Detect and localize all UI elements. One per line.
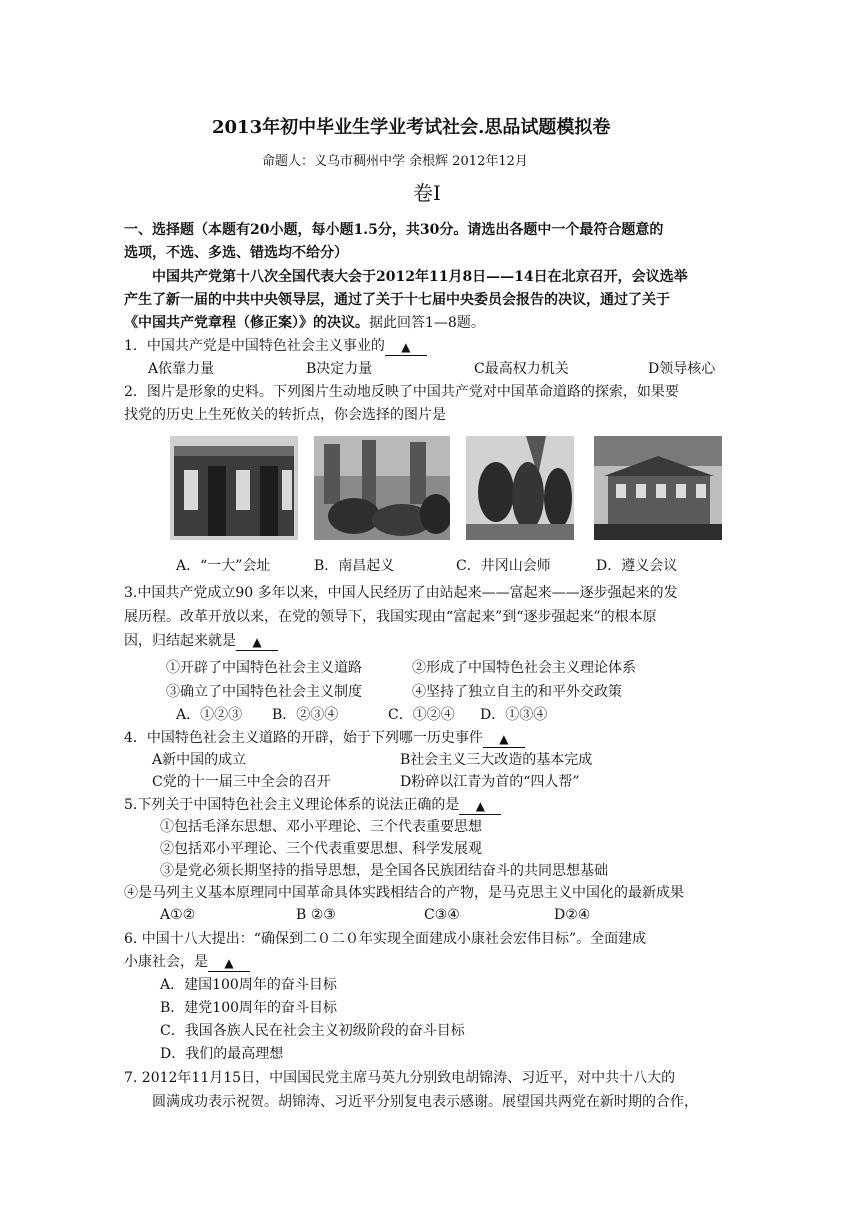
option: D粉碎以江青为首的“四人帮” (400, 774, 580, 790)
question-6-stem (124, 952, 250, 972)
exam-title: 2013年初中毕业生学业考试社会.思品试题模拟卷 (212, 117, 611, 138)
statement-item: ③确立了中国特色社会主义制度 (166, 684, 362, 700)
material-text (124, 313, 485, 333)
option: A．建国100周年的奋斗目标 (160, 977, 337, 993)
question-1-stem (124, 336, 427, 356)
photo-jinggangshan-meeting (466, 436, 574, 540)
history-photos (170, 436, 750, 540)
option: B．②③④ (272, 707, 339, 723)
option: D领导核心 (648, 361, 716, 377)
question-3-stem: 3.中国共产党成立90 多年以来，中国人民经历了由站起来——富起来——逐步强起来的发 (124, 585, 678, 601)
material-text: 中国共产党第十八次全国代表大会于2012年11月8日——14日在北京召开，会议选举 (152, 269, 688, 285)
question-2-stem: 2．图片是形象的史料。下列图片生动地反映了中国共产党对中国革命道路的探索，如果要 (124, 384, 679, 400)
volume-heading: 卷Ⅰ (413, 181, 441, 205)
option: D②④ (554, 907, 591, 923)
photo-zunyi-meeting (594, 436, 722, 540)
option: C③④ (424, 907, 460, 923)
question-5-stem (124, 795, 501, 815)
option: C党的十一届三中全会的召开 (152, 774, 331, 790)
statement-item: ④是马列主义基本原理同中国革命具体实践相结合的产物，是马克思主义中国化的最新成果 (124, 885, 684, 901)
option: B决定力量 (306, 361, 373, 377)
question-7-stem: 圆满成功表示祝贺。胡锦涛、习近平分别复电表示感谢。展望国共两党在新时期的合作， (152, 1094, 698, 1110)
statement-item: ②形成了中国特色社会主义理论体系 (412, 660, 636, 676)
question-stem-text: 因，归结起来就是 (124, 633, 236, 649)
option: C最高权力机关 (474, 361, 569, 377)
statement-item: ②包括邓小平理论、三个代表重要思想、科学发展观 (160, 841, 482, 857)
option: A．①②③ (176, 707, 243, 723)
statement-item: ①包括毛泽东思想、邓小平理论、三个代表重要思想 (160, 819, 482, 835)
option: D．①③④ (480, 707, 548, 723)
option: B．建党100周年的奋斗目标 (160, 1000, 338, 1016)
option: D．我们的最高理想 (160, 1046, 284, 1062)
answer-blank: ▲ (208, 955, 250, 972)
material-text-bold: 《中国共产党章程（修正案）》的决议。 (124, 315, 369, 331)
option: C．井冈山会师 (456, 558, 551, 574)
option: D．遵义会议 (596, 558, 678, 574)
question-3-stem: 展历程。改革开放以来，在党的领导下，我国实现由“富起来”到“逐步强起来”的根本原 (124, 609, 657, 625)
answer-blank: ▲ (459, 798, 501, 815)
material-text-plain: 据此回答1—8题。 (369, 315, 485, 331)
question-stem-text: 小康社会，是 (124, 954, 208, 970)
question-stem-text: 4．中国特色社会主义道路的开辟，始于下列哪一历史事件 (124, 730, 483, 746)
question-2-stem: 找党的历史上生死攸关的转折点，你会选择的图片是 (124, 407, 446, 423)
option: A①② (160, 907, 196, 923)
option: A依靠力量 (148, 361, 215, 377)
option: B社会主义三大改造的基本完成 (400, 752, 593, 768)
statement-item: ④坚持了独立自主的和平外交政策 (412, 684, 622, 700)
question-stem-text: 1．中国共产党是中国特色社会主义事业的 (124, 338, 385, 354)
question-6-stem: 6. 中国十八大提出：“确保到二０二０年实现全面建成小康社会宏伟目标”。全面建成 (124, 931, 647, 947)
section-instruction: 选项，不选、多选、错选均不给分） (124, 245, 348, 261)
photo-first-congress-site (170, 436, 298, 540)
question-stem-text: 5.下列关于中国特色社会主义理论体系的说法正确的是 (124, 797, 460, 813)
material-text: 产生了新一届的中共中央领导层，通过了关于十七届中央委员会报告的决议，通过了关于 (124, 292, 670, 308)
option: C．我国各族人民在社会主义初级阶段的奋斗目标 (160, 1023, 465, 1039)
option: B ②③ (296, 907, 336, 923)
option: A新中国的成立 (152, 752, 247, 768)
answer-blank: ▲ (236, 634, 278, 651)
option: C．①②④ (388, 707, 455, 723)
answer-blank: ▲ (385, 339, 427, 356)
section-instruction: 一、选择题（本题有20小题，每小题1.5分，共30分。请选出各题中一个最符合题意的 (124, 222, 664, 238)
author-line: 命题人：义乌市稠州中学 余根辉 2012年12月 (262, 154, 528, 169)
question-7-stem: 7. 2012年11月15日，中国国民党主席马英九分别致电胡锦涛、习近平，对中共十八大的 (124, 1070, 676, 1086)
question-3-stem (124, 631, 278, 651)
option: A．“一大”会址 (176, 558, 271, 574)
question-4-stem (124, 728, 525, 748)
statement-item: ③是党必须长期坚持的指导思想，是全国各民族团结奋斗的共同思想基础 (160, 863, 608, 879)
statement-item: ①开辟了中国特色社会主义道路 (166, 660, 362, 676)
option: B．南昌起义 (314, 558, 395, 574)
photo-nanchang-uprising (314, 436, 450, 540)
answer-blank: ▲ (483, 731, 525, 748)
